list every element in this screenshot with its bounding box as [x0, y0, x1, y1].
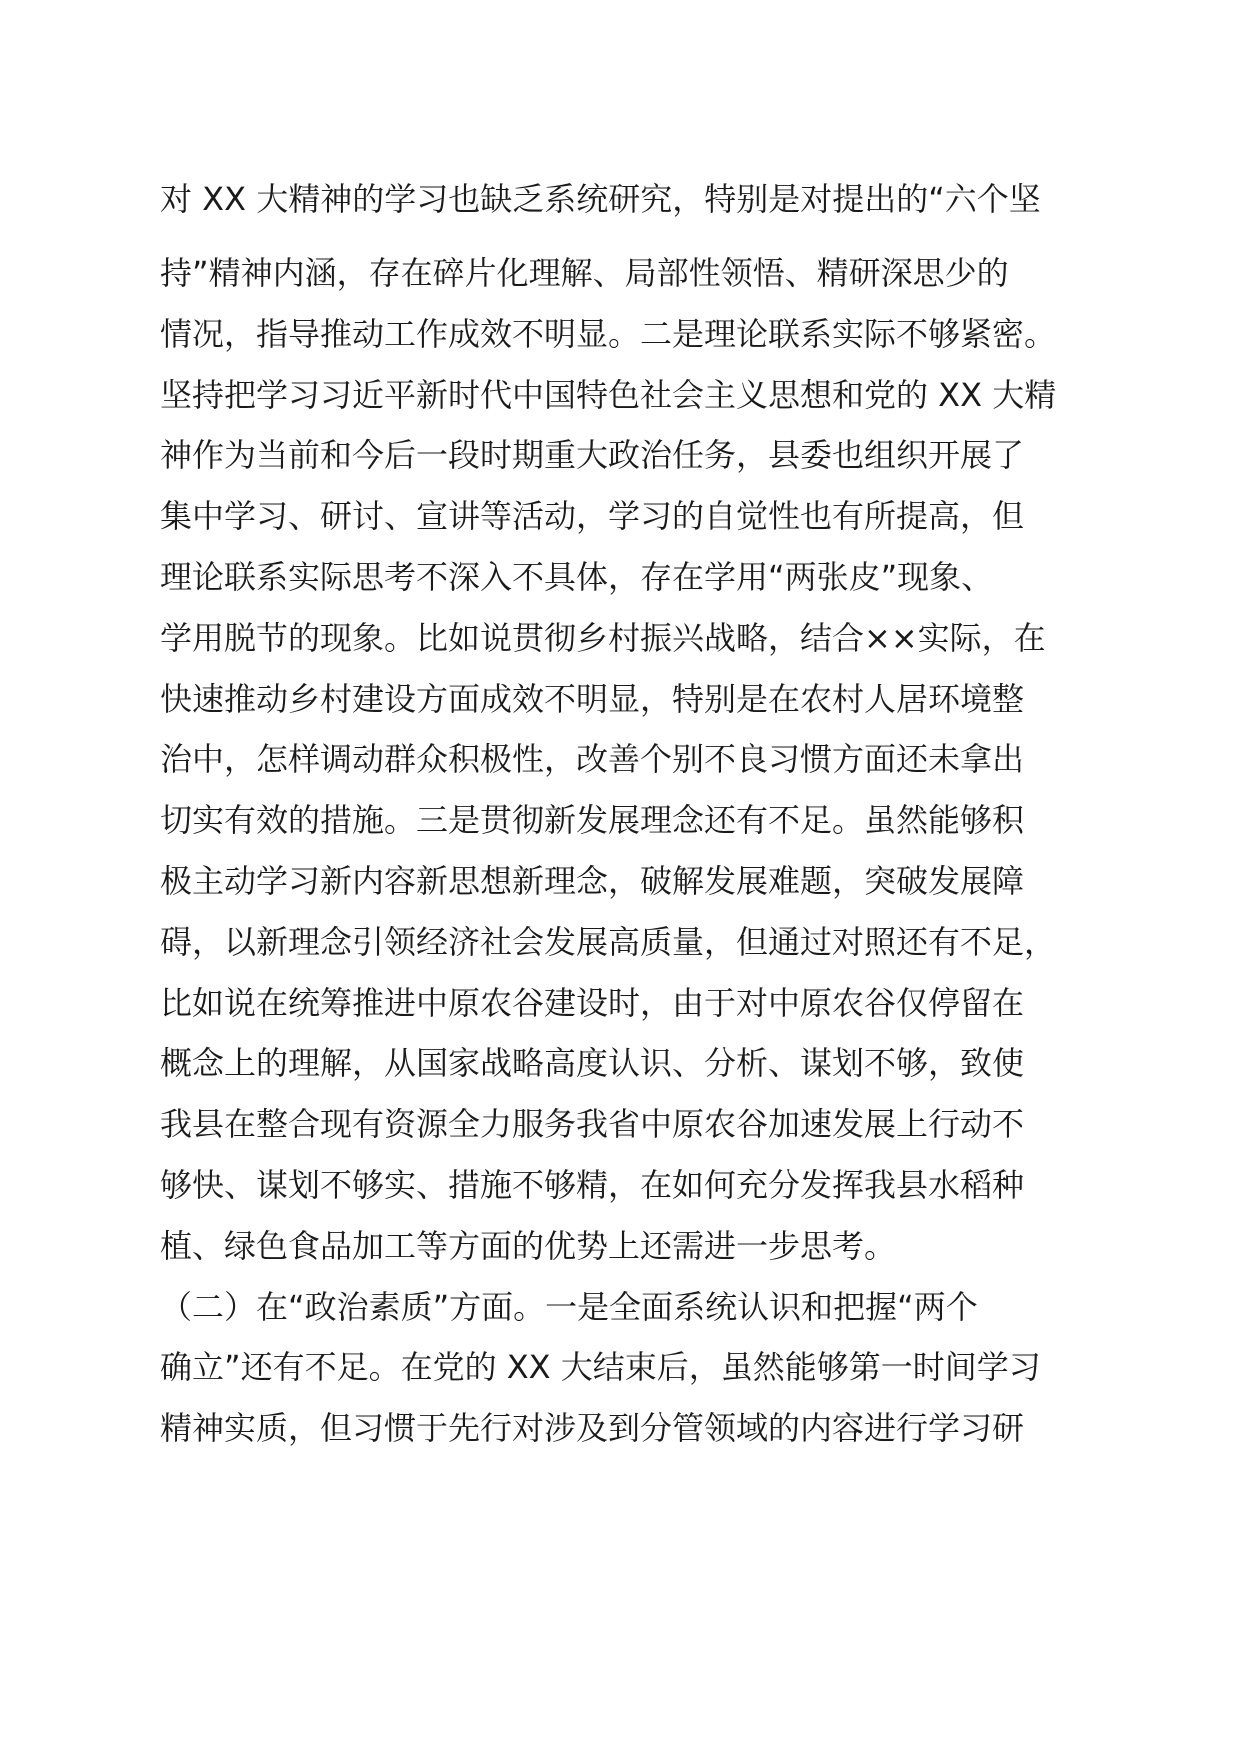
text-line: 快速推动乡村建设方面成效不明显，特别是在农村人居环境整 — [160, 679, 1025, 718]
text-line: 学用脱节的现象。比如说贯彻乡村振兴战略，结合××实际，在 — [160, 618, 1046, 657]
text-line: 神作为当前和今后一段时期重大政治任务，县委也组织开展了 — [160, 436, 1025, 475]
text-line: 比如说在统筹推进中原农谷建设时，由于对中原农谷仅停留在 — [160, 983, 1025, 1022]
text-line: 够快、谋划不够实、措施不够精，在如何充分发挥我县水稻种 — [160, 1165, 1025, 1204]
text-line: 坚持把学习习近平新时代中国特色社会主义思想和党的 XX 大精 — [160, 375, 1057, 414]
text-line: 碍，以新理念引领经济社会发展高质量，但通过对照还有不足， — [160, 922, 1057, 961]
text-line: 持”精神内涵，存在碎片化理解、局部性领悟、精研深思少的 — [160, 254, 1009, 292]
body-text — [160, 182, 1100, 1459]
text-line: 极主动学习新内容新思想新理念，破解发展难题，突破发展障 — [160, 861, 1025, 900]
text-line: 治中，怎样调动群众积极性，改善个别不良习惯方面还未拿出 — [160, 740, 1025, 779]
text-line: 理论联系实际思考不深入不具体，存在学用“两张皮”现象、 — [160, 557, 994, 596]
text-line: 切实有效的措施。三是贯彻新发展理念还有不足。虽然能够积 — [160, 801, 1025, 840]
text-line: 情况，指导推动工作成效不明显。二是理论联系实际不够紧密。 — [160, 314, 1057, 353]
text-line: 对 XX 大精神的学习也缺乏系统研究，特别是对提出的“六个坚 — [160, 180, 1041, 218]
text-line: 确立”还有不足。在党的 XX 大结束后，虽然能够第一时间学习 — [160, 1348, 1041, 1387]
text-line: 集中学习、研讨、宣讲等活动，学习的自觉性也有所提高，但 — [160, 497, 1025, 536]
text-line: 植、绿色食品加工等方面的优势上还需进一步思考。 — [160, 1226, 897, 1265]
section-heading-line: （二）在“政治素质”方面。一是全面系统认识和把握“两个 — [160, 1287, 978, 1326]
text-line: 精神实质，但习惯于先行对涉及到分管领域的内容进行学习研 — [160, 1409, 1025, 1448]
text-line: 我县在整合现有资源全力服务我省中原农谷加速发展上行动不 — [160, 1105, 1025, 1144]
text-line: 概念上的理解，从国家战略高度认识、分析、谋划不够，致使 — [160, 1044, 1025, 1083]
